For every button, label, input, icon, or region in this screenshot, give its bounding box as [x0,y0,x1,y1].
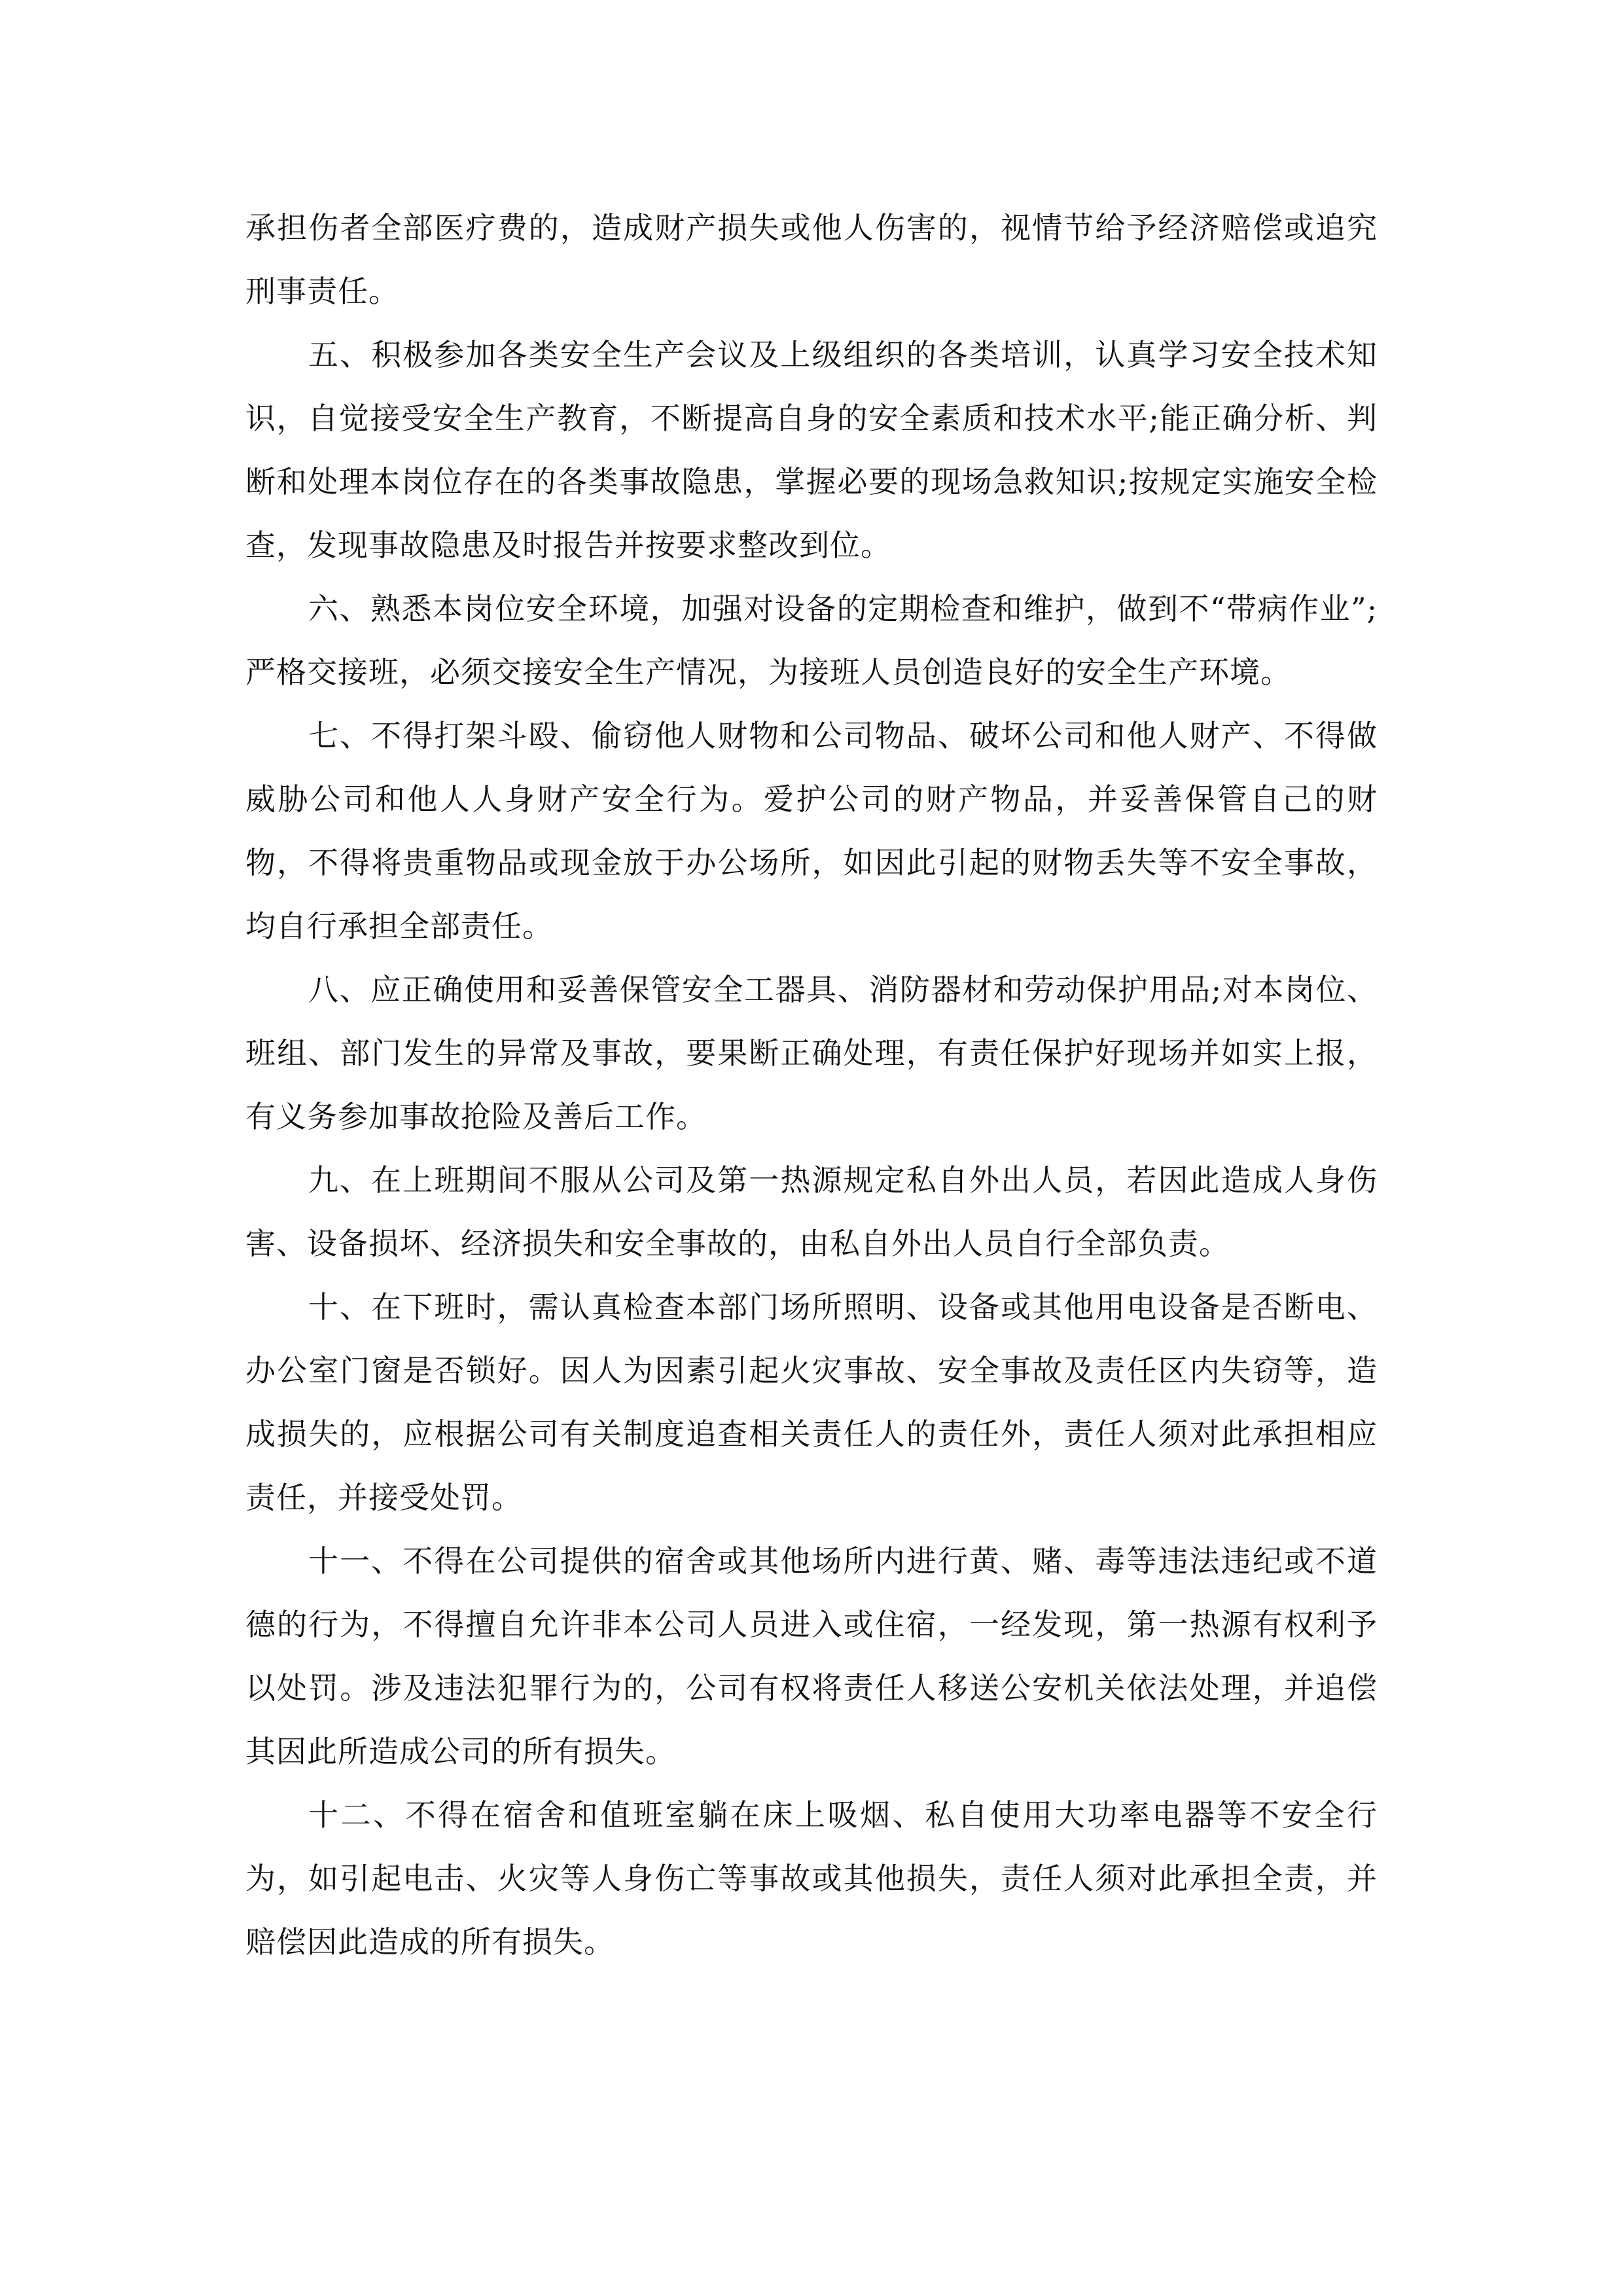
paragraph-continuation: 承担伤者全部医疗费的，造成财产损失或他人伤害的，视情节给予经济赔偿或追究刑事责任。 [245,210,1378,309]
paragraph-item-6: 六、熟悉本岗位安全环境，加强对设备的定期检查和维护，做到不“带病作业”;严格交接班，必须交接安全生产情况，为接班人员创造良好的安全生产环境。 [245,591,1378,690]
document-body [245,196,1378,1974]
paragraph-item-9: 九、在上班期间不服从公司及第一热源规定私自外出人员，若因此造成人身伤害、设备损坏、经济损失和安全事故的，由私自外出人员自行全部负责。 [245,1162,1378,1261]
paragraph-item-12: 十二、不得在宿舍和值班室躺在床上吸烟、私自使用大功率电器等不安全行为，如引起电击、火灾等人身伤亡等事故或其他损失，责任人须对此承担全责，并赔偿因此造成的所有损失。 [245,1797,1378,1960]
paragraph-item-11: 十一、不得在公司提供的宿舍或其他场所内进行黄、赌、毒等违法违纪或不道德的行为，不得擅自允许非本公司人员进入或住宿，一经发现，第一热源有权利予以处罚。涉及违法犯罪行为的，公司有权将责任人移送公安机关依法处理，并追偿其因此所造成公司的所有损失。 [245,1543,1378,1769]
paragraph-item-8: 八、应正确使用和妥善保管安全工器具、消防器材和劳动保护用品;对本岗位、班组、部门发生的异常及事故，要果断正确处理，有责任保护好现场并如实上报，有义务参加事故抢险及善后工作。 [245,972,1378,1134]
paragraph-item-5: 五、积极参加各类安全生产会议及上级组织的各类培训，认真学习安全技术知识，自觉接受安全生产教育，不断提高自身的安全素质和技术水平;能正确分析、判断和处理本岗位存在的各类事故隐患，掌握必要的现场急救知识;按规定实施安全检查，发现事故隐患及时报告并按要求整改到位。 [245,337,1378,563]
paragraph-item-7: 七、不得打架斗殴、偷窃他人财物和公司物品、破坏公司和他人财产、不得做威胁公司和他人人身财产安全行为。爱护公司的财产物品，并妥善保管自己的财物，不得将贵重物品或现金放于办公场所，如因此引起的财物丢失等不安全事故，均自行承担全部责任。 [245,718,1378,944]
paragraph-item-10: 十、在下班时，需认真检查本部门场所照明、设备或其他用电设备是否断电、办公室门窗是否锁好。因人为因素引起火灾事故、安全事故及责任区内失窃等，造成损失的，应根据公司有关制度追查相关责任人的责任外，责任人须对此承担相应责任，并接受处罚。 [245,1289,1378,1515]
